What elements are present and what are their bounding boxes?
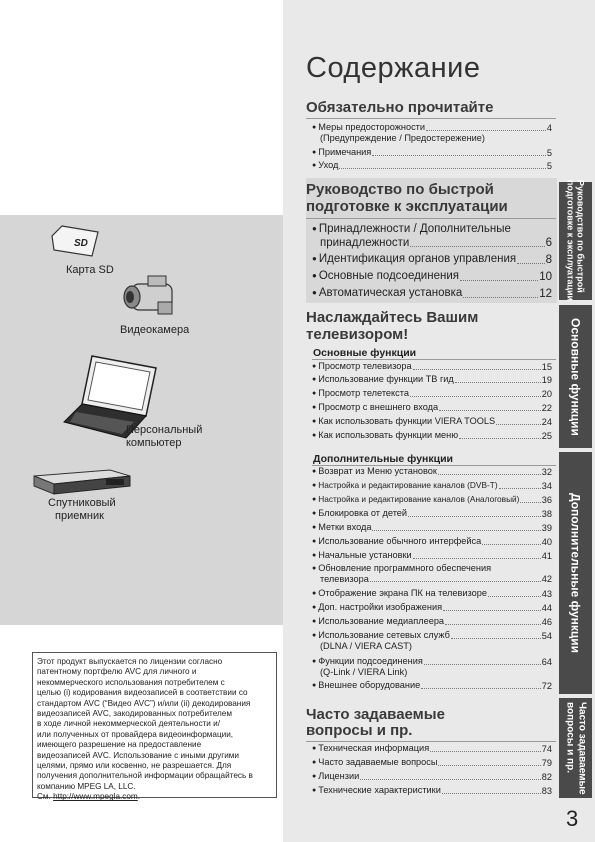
toc-item[interactable]	[312, 771, 552, 783]
section-divider	[306, 218, 556, 219]
toc-page: 64	[541, 657, 552, 667]
toc-page: 39	[541, 523, 552, 533]
toc-page: 32	[541, 467, 552, 477]
toc-page: 36	[541, 495, 552, 505]
tab-label-line: вопросы и пр.	[564, 701, 576, 773]
toc-page: 83	[541, 786, 552, 796]
sd-card-label: Карта SD	[66, 264, 114, 276]
section-heading-faq-2: вопросы и пр.	[306, 722, 413, 739]
license-line: целью (i) кодирования видеозаписей в соответствии со	[37, 688, 248, 698]
toc-label: ● Просмотр телетекста	[312, 388, 409, 400]
toc-page: 42	[541, 574, 552, 584]
toc-label: принадлежности	[320, 237, 410, 249]
toc-label: телевизора	[320, 574, 369, 584]
toc-page: 44	[541, 603, 552, 613]
toc-item[interactable]	[312, 616, 552, 628]
toc-page: 40	[541, 537, 552, 547]
sd-card-icon	[48, 222, 106, 262]
toc-item[interactable]	[312, 252, 552, 267]
toc-page: 12	[539, 288, 552, 300]
toc-page: 5	[546, 161, 552, 171]
toc-item[interactable]	[312, 588, 552, 600]
subsection-basic: Основные функции	[313, 347, 417, 359]
toc-page: 20	[541, 389, 552, 399]
toc-label: ● Просмотр с внешнего входа	[312, 402, 438, 414]
toc-item[interactable]	[312, 222, 552, 237]
license-line: видеозаписей AVC, закодированных потребителем	[37, 709, 232, 719]
license-line: целями, прямо или косвенно, не разрешается. Для	[37, 761, 232, 771]
toc-label: ● Часто задаваемые вопросы	[312, 757, 437, 769]
camcorder-label: Видеокамера	[120, 324, 190, 336]
toc-label: ● Обновление программного обеспечения	[312, 563, 491, 575]
tab-label-line: Часто задаваемые	[576, 701, 588, 795]
section-heading-enjoy-1: Наслаждайтесь Вашим	[306, 309, 479, 326]
tab-label-line: Руководство по быстрой	[575, 180, 586, 294]
toc-item[interactable]	[320, 236, 552, 250]
license-line: некоммерческого использования потребителем с	[37, 677, 225, 687]
camcorder-icon	[118, 270, 180, 322]
toc-item[interactable]	[312, 508, 552, 520]
tab-label-line: подготовке к эксплуатации	[565, 180, 576, 302]
tab-quick-guide[interactable]	[559, 182, 592, 300]
license-line: в ходе личной некоммерческой деятельности и/	[37, 719, 220, 729]
toc-item[interactable]	[312, 550, 552, 562]
toc-label: ● Возврат из Меню установок	[312, 466, 437, 478]
toc-label: ● Начальные установки	[312, 550, 412, 562]
toc-page: 5	[546, 148, 552, 158]
toc-label: ● Просмотр телевизора	[312, 361, 412, 373]
toc-page: 8	[545, 254, 552, 266]
toc-page: 46	[541, 617, 552, 627]
toc-page: 79	[541, 758, 552, 768]
tab-advanced-functions[interactable]	[559, 452, 592, 694]
toc-label: ● Использование функции ТВ гид	[312, 374, 454, 386]
tab-label: Основные функции	[568, 317, 583, 436]
toc-label: ● Настройка и редактирование каналов (Аналоговый)	[312, 494, 519, 506]
section-divider	[306, 741, 556, 742]
pc-label-2: компьютер	[126, 437, 182, 449]
toc-page: 24	[541, 417, 552, 427]
toc-page: 54	[541, 631, 552, 641]
toc-label: ● Лицензии	[312, 771, 359, 783]
toc-label: ● Как использовать функции VIERA TOOLS	[312, 416, 495, 428]
license-line: Этот продукт выпускается по лицензии согласно	[37, 657, 223, 666]
toc-page: 19	[541, 375, 552, 385]
toc-label: ● Использование обычного интерфейса	[312, 536, 481, 548]
toc-label: ● Внешнее оборудование	[312, 680, 420, 692]
page-number: 3	[566, 806, 579, 831]
toc-label: ● Автоматическая установка	[312, 286, 462, 301]
tab-label	[564, 702, 588, 795]
license-see: См.	[37, 792, 51, 802]
satellite-label-1: Спутниковый	[48, 497, 116, 509]
toc-item[interactable]	[312, 494, 552, 506]
section-heading-enjoy-2: телевизором!	[306, 326, 409, 343]
toc-label: ● Идентификация органов управления	[312, 252, 516, 267]
toc-item[interactable]	[312, 757, 552, 769]
toc-item[interactable]	[312, 374, 552, 386]
toc-page: 74	[541, 744, 552, 754]
toc-item[interactable]	[312, 743, 552, 755]
license-line: получения дополнительной информации обращайтесь в	[37, 771, 253, 781]
license-see-line	[37, 792, 272, 802]
toc-label: ● Отображение экрана ПК на телевизоре	[312, 588, 487, 600]
license-line: стандартом AVC (“Видео AVC”) и/или (ii) декодирования	[37, 698, 251, 708]
toc-page: 15	[541, 362, 552, 372]
section-divider	[312, 359, 556, 360]
tab-label	[566, 180, 586, 301]
toc-label: ● Принадлежности / Дополнительные	[312, 222, 511, 237]
license-line: патентному портфелю AVC для личного и	[37, 667, 197, 677]
toc-page: 82	[541, 772, 552, 782]
license-line: имеющего разрешение на предоставление	[37, 740, 202, 750]
toc-label: ● Основные подсоединения	[312, 269, 459, 284]
toc-label-cont: (Q-Link / VIERA Link)	[320, 667, 408, 677]
toc-page: 22	[541, 403, 552, 413]
satellite-receiver-icon	[30, 466, 134, 496]
toc-page: 10	[539, 271, 552, 283]
toc-page: 38	[541, 509, 552, 519]
toc-label: ● Блокировка от детей	[312, 508, 407, 520]
toc-label-cont: (DLNA / VIERA CAST)	[320, 641, 412, 651]
toc-page: 34	[541, 481, 552, 491]
mpegla-link[interactable]: http://www.mpegla.com	[53, 792, 138, 802]
license-line: компанию MPEG LA, LLC.	[37, 781, 136, 791]
section-heading-must-read: Обязательно прочитайте	[306, 99, 494, 116]
toc-label: ● Как использовать функции меню	[312, 430, 458, 442]
toc-label: ● Метки входа	[312, 522, 371, 534]
toc-page: 25	[541, 431, 552, 441]
toc-item[interactable]	[312, 430, 552, 442]
section-heading-quick-guide-1: Руководство по быстрой	[306, 181, 494, 198]
toc-item[interactable]	[312, 536, 552, 548]
toc-item[interactable]	[312, 416, 552, 428]
toc-label: ● Примечания	[312, 147, 371, 159]
page-title: Содержание	[306, 52, 481, 84]
toc-label: ● Техническая информация	[312, 743, 429, 755]
toc-page: 72	[541, 681, 552, 691]
toc-item[interactable]	[312, 286, 552, 301]
toc-item[interactable]	[312, 466, 552, 478]
toc-label: ● Технические характеристики	[312, 785, 441, 797]
section-divider	[306, 118, 556, 119]
subsection-advanced: Дополнительные функции	[313, 453, 454, 465]
toc-item[interactable]	[320, 574, 552, 585]
license-line: или полученных от провайдера видеоинформации,	[37, 729, 234, 739]
tab-faq[interactable]	[559, 698, 592, 798]
tab-basic-functions[interactable]	[559, 305, 592, 448]
toc-item[interactable]	[312, 388, 552, 400]
license-line: видеозаписей AVC. Использование с иными другими	[37, 750, 239, 760]
toc-page: 41	[541, 551, 552, 561]
toc-item[interactable]	[312, 361, 552, 373]
satellite-label-2: приемник	[55, 510, 104, 522]
toc-item[interactable]	[312, 522, 552, 534]
toc-item[interactable]	[312, 785, 552, 797]
tab-label: Дополнительные функции	[568, 492, 583, 653]
toc-page: 6	[545, 237, 552, 249]
toc-label: ● Доп. настройки изображения	[312, 602, 442, 614]
section-heading-quick-guide-2: подготовке к эксплуатации	[306, 198, 508, 215]
toc-label: ● Использование медиаплеера	[312, 616, 444, 628]
license-notice	[32, 652, 277, 802]
toc-page: 4	[546, 123, 552, 133]
toc-item[interactable]	[312, 160, 552, 172]
license-end: .	[137, 792, 141, 802]
toc-item[interactable]	[312, 147, 552, 159]
toc-label-cont: (Предупреждение / Предостережение)	[320, 133, 485, 143]
sd-logo: SD	[74, 238, 88, 249]
pc-label-1: Персональный	[126, 424, 203, 436]
toc-label: ● Настройка и редактирование каналов (DVB-T)	[312, 480, 498, 492]
toc-label: ● Меры предосторожности	[312, 122, 425, 134]
toc-item[interactable]	[312, 269, 552, 284]
toc-label: ● Использование сетевых служб	[312, 630, 450, 642]
toc-item[interactable]	[312, 402, 552, 414]
toc-item[interactable]	[312, 480, 552, 492]
toc-label: ● Уход	[312, 160, 338, 172]
toc-label: ● Функции подсоединения	[312, 656, 423, 668]
toc-page: 43	[541, 589, 552, 599]
toc-item[interactable]	[312, 602, 552, 614]
section-heading-faq-1: Часто задаваемые	[306, 706, 445, 723]
toc-item[interactable]	[312, 680, 552, 692]
